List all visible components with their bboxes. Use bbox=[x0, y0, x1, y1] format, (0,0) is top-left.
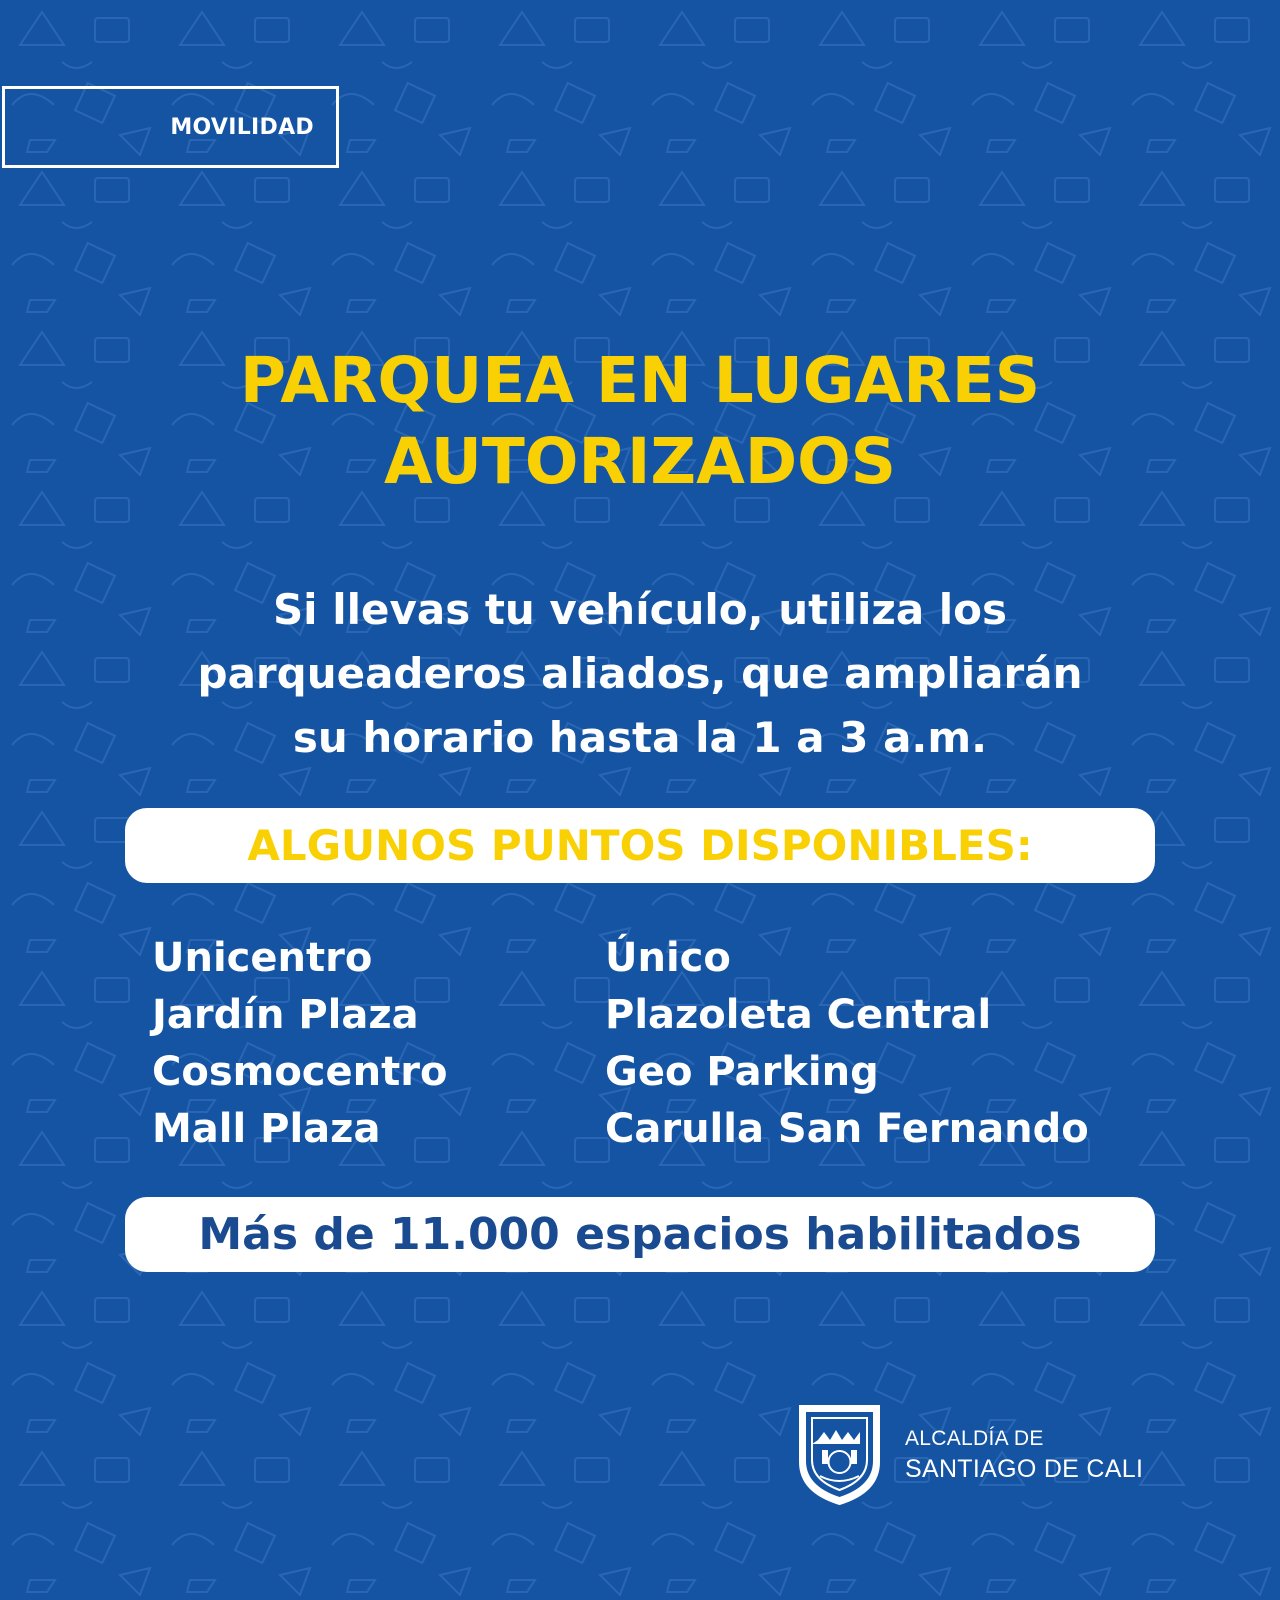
list-item: Cosmocentro bbox=[152, 1049, 448, 1095]
intro-line-1: Si llevas tu vehículo, utiliza los bbox=[272, 585, 1008, 634]
intro-text bbox=[0, 578, 1280, 770]
list-item: Carulla San Fernando bbox=[605, 1106, 1089, 1152]
list-item: Plazoleta Central bbox=[605, 992, 992, 1038]
spaces-banner bbox=[125, 1197, 1155, 1272]
list-item: Jardín Plaza bbox=[152, 992, 419, 1038]
logo-line-1: ALCALDÍA DE bbox=[905, 1427, 1044, 1450]
category-label: MOVILIDAD bbox=[170, 114, 314, 140]
spaces-text: Más de 11.000 espacios habilitados bbox=[198, 1209, 1082, 1260]
intro-line-2: parqueaderos aliados, que ampliarán bbox=[197, 649, 1083, 698]
intro-line-3: su horario hasta la 1 a 3 a.m. bbox=[292, 713, 988, 762]
logo-line-2: SANTIAGO DE CALI bbox=[905, 1455, 1144, 1483]
list-item: Unicentro bbox=[152, 935, 373, 981]
headline-line-2: AUTORIZADOS bbox=[383, 425, 897, 498]
logo-text bbox=[905, 1424, 1143, 1484]
points-list-left bbox=[152, 930, 447, 1158]
list-item: Mall Plaza bbox=[152, 1106, 381, 1152]
category-tag bbox=[2, 86, 339, 168]
list-item: Único bbox=[605, 935, 731, 981]
points-heading: ALGUNOS PUNTOS DISPONIBLES: bbox=[247, 821, 1033, 870]
alcaldia-logo bbox=[792, 1400, 1143, 1508]
points-heading-banner bbox=[125, 808, 1155, 883]
list-item: Geo Parking bbox=[605, 1049, 879, 1095]
headline bbox=[0, 340, 1280, 502]
points-list-right bbox=[605, 930, 1089, 1158]
headline-line-1: PARQUEA EN LUGARES bbox=[239, 344, 1041, 417]
cali-crest-icon bbox=[792, 1400, 887, 1508]
